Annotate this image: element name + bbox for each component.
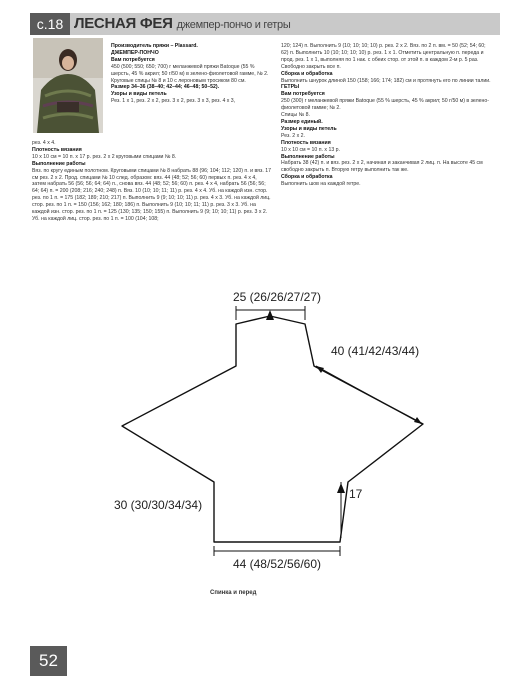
paragraph: Набрать 38 (42) п. и вяз. рез. 2 х 2, начиная и заканчивая 2 лиц. п. На высоте 45 см свободно закрыть п. Вторую гетру выполнить так же. [281, 160, 483, 174]
section-heading: Выполнение работы [32, 160, 86, 167]
page-number: 52 [30, 646, 67, 676]
paragraph: рез. 4 х 4. [32, 140, 56, 146]
page-title [74, 14, 290, 35]
bottom-dimension [214, 546, 340, 556]
text-column-right [281, 43, 491, 188]
section-heading: ДЖЕМПЕР-ПОНЧО [111, 49, 159, 56]
section-heading: Вам потребуется [281, 91, 325, 98]
side-dimension-label: 30 (30/30/34/34) [114, 498, 203, 512]
section-heading: Сборка и обработка [281, 70, 333, 77]
text-column-left-bottom [32, 140, 272, 223]
paragraph: 10 х 10 см = 10 п. х 17 р. рез. 2 х 2 круговыми спицами № 8. [32, 153, 177, 160]
model-photo [33, 38, 103, 133]
diagram-caption: Спинка и перед [210, 590, 257, 596]
cuff-dimension-label: 17 [349, 487, 363, 501]
paragraph: Рез. 1 х 1, рез. 2 х 2, рез. 3 х 2, рез. 3 х 3, рез. 4 х 3, [111, 98, 236, 105]
slope-dimension [316, 366, 422, 424]
slope-dimension-label: 40 (41/42/43/44) [331, 344, 420, 358]
section-heading: Производитель пряжи – Plassard. [111, 43, 198, 49]
page-subtitle: джемпер-пончо и гетры [176, 19, 291, 31]
top-dimension [236, 306, 305, 320]
section-heading: Узоры и виды петель [281, 125, 337, 132]
paragraph: Вяз. по кругу единым полотном. Круговыми спицами № 8 набрать 88 (96; 104; 112; 120) п. и вяз. 17 см рез. 2 х 2. Прод. спицами № 10 след. образом: вяз. 44 (48; 52; 56; 60) первых п. рез. 4 х 4, затем набрать 56 (56; 56; 64; 64) п., снова вяз. 44 (48; 52; 56; 60) п. рез. 4 х 4, набрать 56 (56; 56; 64; 64) п. = 200 (208; 216; 240; 248) п. Вяз. 10 (10; 10; 11; 11) р. рез. 4 х 4. Уб. на каждой изн. стор. рез. по 1 п. = 175 (182; 189; 210; 217) п. Выполнить 9 (9; 10; 10; 11) р. рез. 4 х 3. Уб. на каждой лиц. стор. рез. по 1 п. = 150 (156; 162; 180; 186) п. Выполнить 9 (10; 10; 11; 11) р. рез. 3 х 3. Уб. на каждой изн. стор. рез. по 1 п. = 125 (130; 135; 150; 155) п. Выполнить 9 (9; 10; 10; 11) р. рез. 3 х 2. Уб. на каждой лиц. стор. рез. по 1 п. = 100 (104; 108; [32, 167, 271, 222]
section-heading: Узоры и виды петель [111, 91, 167, 98]
paragraph: 120; 124) п. Выполнить 9 (10; 10; 10; 10) р. рез. 2 х 2. Вяз. по 2 п. вм. = 50 (52; 54; 60; 62) п. Выполнить 10 (10; 10; 10; 10) р. рез. 1 х 1. Отметить центральную п. переда и прод. рез. 1 х 1, выполняя по 1 нак. с обеих стор. от этой п. в каждом 2-м р. 5 раз. Свободно закрыть все п. [281, 43, 486, 70]
paragraph: Рез. 2 х 2. [281, 132, 305, 139]
text-column-left-top [111, 43, 271, 105]
section-number: с.18 [30, 13, 70, 35]
paragraph: Выполнить шов на каждой гетре. [281, 181, 361, 188]
bottom-dimension-label: 44 (48/52/56/60) [232, 557, 322, 571]
paragraph: Выполнить шнурок длиной 150 (158; 166; 174; 182) см и протянуть его по линии талии. [281, 77, 491, 84]
section-heading: Размер единый. [281, 118, 323, 125]
paragraph: 450 (500; 550; 650; 700) г меланжевой пряжи Batoque (55 % шерсть, 45 % акрил; 50 г/50 м) в зелено-фиолетовой гамме, № 2. [111, 63, 269, 77]
section-heading: Плотность вязания [281, 139, 331, 146]
section-heading: Выполнение работы [281, 153, 335, 160]
section-heading: Сборка и обработка [281, 174, 333, 181]
paragraph: 250 (300) г меланжевой пряжи Batoque (55 % шерсть, 45 % акрил; 50 г/50 м) в зелено-фиолетовой гамме; № 2. [281, 98, 490, 112]
paragraph: 10 х 10 см = 10 п. х 13 р. [281, 146, 341, 153]
section-heading: Размер 34–36 (38–40; 42–44; 46–48; 50–52). [111, 84, 220, 91]
pattern-schematic [100, 280, 480, 610]
paragraph: Спицы № 8. [281, 112, 310, 119]
top-dimension-label: 25 (26/26/27/27) [232, 290, 322, 304]
section-heading: ГЕТРЫ [281, 84, 300, 91]
section-heading: Плотность вязания [32, 146, 82, 153]
model-photo-image [33, 38, 103, 133]
paragraph: Круговые спицы № 8 и 10 с леpоновым тросиком 80 см. [111, 77, 246, 84]
title-text: ЛЕСНАЯ ФЕЯ [74, 15, 173, 32]
page-header [30, 13, 500, 35]
section-heading: Вам потребуется [111, 56, 155, 63]
